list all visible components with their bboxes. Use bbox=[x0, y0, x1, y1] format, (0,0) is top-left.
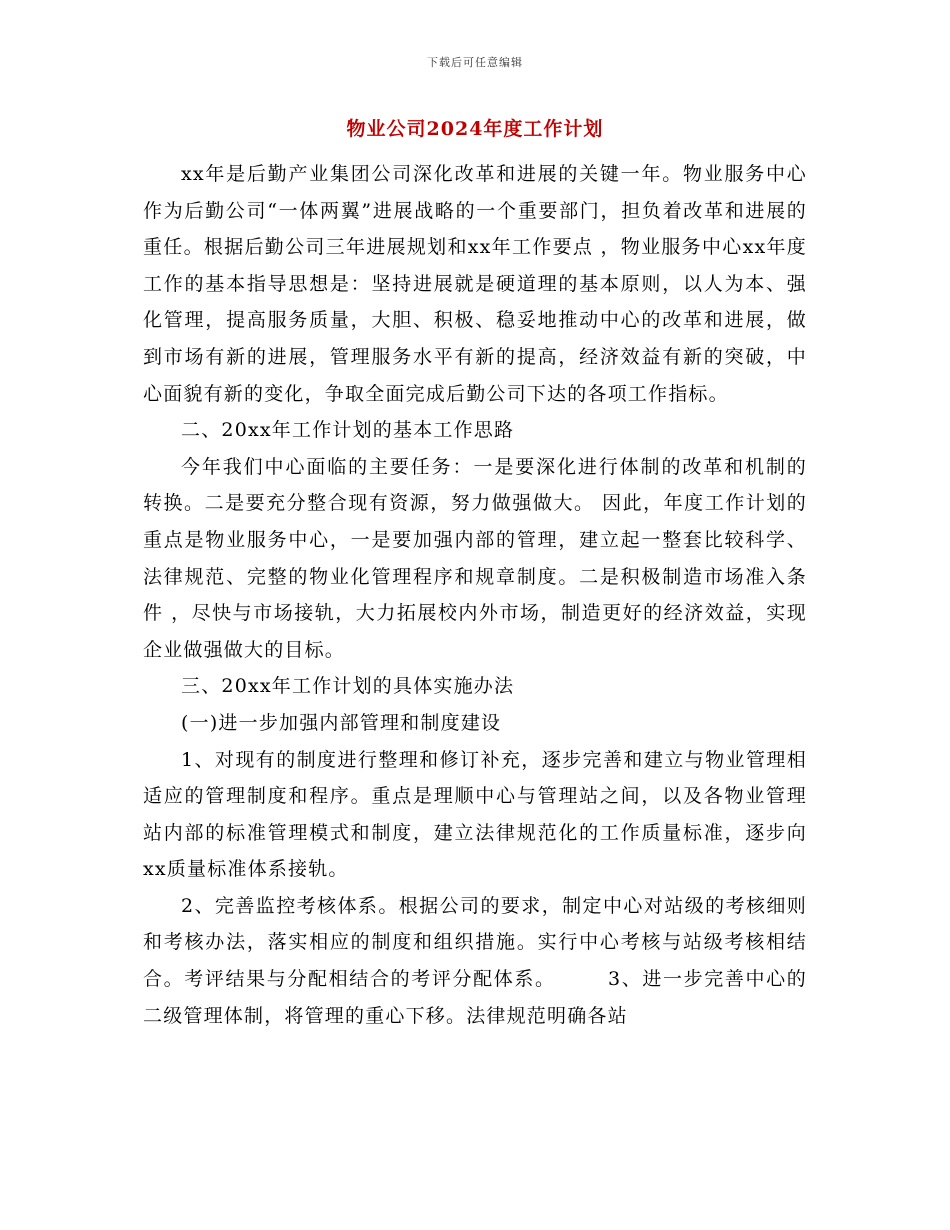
paragraph-intro: xx年是后勤产业集团公司深化改革和进展的关键一年。物业服务中心作为后勤公司“一体两翼”进展战略的一个重要部门，担负着改革和进展的重任。根据后勤公司三年进展规划和xx年工作要点 ，物业服务中心xx年度工作的基本指导思想是：坚持进展就是硬道理的基本原则，以人为本、强化管理，提高服务质量，大胆、积极、稳妥地推动中心的改革和进展，做到市场有新的进展，管理服务水平有新的提高，经济效益有新的突破，中心面貌有新的变化，争取全面完成后勤公司下达的各项工作指标。 bbox=[143, 163, 807, 405]
section-heading-3: 三、20xx年工作计划的具体实施办法 bbox=[181, 675, 515, 698]
document-title: 物业公司2024年度工作计划 bbox=[346, 118, 604, 140]
document-body bbox=[143, 156, 807, 1034]
section-heading-2: 二、20xx年工作计划的基本工作思路 bbox=[181, 419, 515, 442]
page-header: 下载后可任意编辑 bbox=[427, 56, 523, 69]
subsection-heading-1: (一)进一步加强内部管理和制度建设 bbox=[181, 711, 502, 734]
paragraph-item-1: 1、对现有的制度进行整理和修订补充，逐步完善和建立与物业管理相适应的管理制度和程序。重点是理顺中心与管理站之间，以及各物业管理站内部的标准管理模式和制度，建立法律规范化的工作质量标准，逐步向xx质量标准体系接轨。 bbox=[143, 748, 807, 881]
paragraph-item-2: 2、完善监控考核体系。根据公司的要求，制定中心对站级的考核细则和考核办法，落实相应的制度和组织措施。实行中心考核与站级考核相结合。考评结果与分配相结合的考评分配体系。 3、进一步完善中心的二级管理体制，将管理的重心下移。法律规范明确各站 bbox=[143, 894, 807, 1027]
paragraph-section-2: 今年我们中心面临的主要任务：一是要深化进行体制的改革和机制的转换。二是要充分整合现有资源，努力做强做大。 因此，年度工作计划的重点是物业服务中心，一是要加强内部的管理，建立起一整套比较科学、法律规范、完整的物业化管理程序和规章制度。二是积极制造市场准入条件 ，尽快与市场接轨，大力拓展校内外市场，制造更好的经济效益，实现企业做强做大的目标。 bbox=[143, 455, 807, 661]
